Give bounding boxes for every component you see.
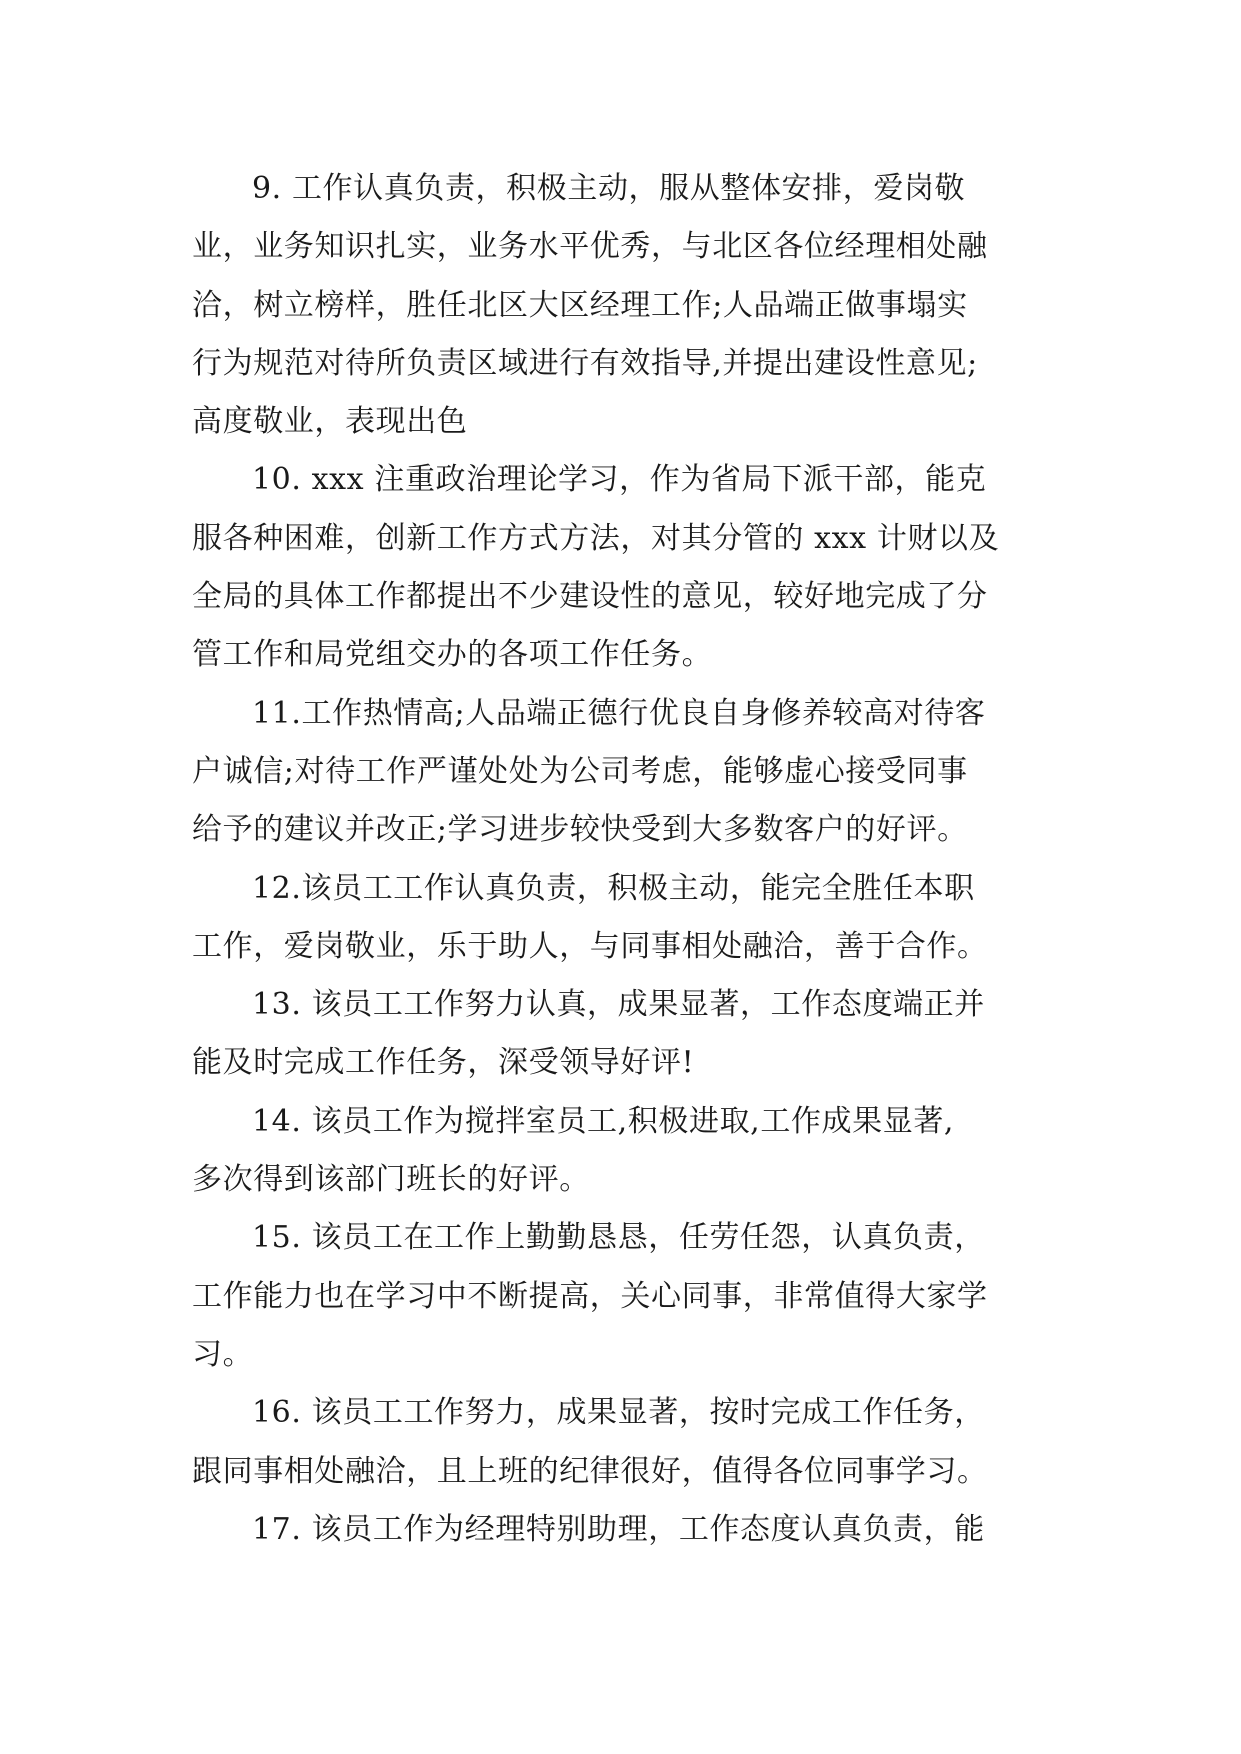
paragraph-9 [192, 160, 1062, 451]
paragraph-line: 13. 该员工工作努力认真，成果显著，工作态度端正并 [252, 987, 985, 1023]
paragraph-line: 服各种困难，创新工作方式方法，对其分管的 xxx 计财以及 [192, 520, 1000, 556]
paragraph-16 [192, 1384, 1062, 1501]
paragraph-12 [192, 860, 1062, 977]
paragraph-line: 9. 工作认真负责，积极主动，服从整体安排，爱岗敬 [252, 171, 966, 206]
paragraph-line: 11.工作热情高;人品端正德行优良自身修养较高对待客 [252, 695, 986, 731]
paragraph-line: 12.该员工工作认真负责，积极主动，能完全胜任本职 [252, 870, 975, 906]
paragraph-line: 能及时完成工作任务，深受领导好评! [192, 1045, 695, 1081]
paragraph-line: 多次得到该部门班长的好评。 [192, 1162, 590, 1198]
paragraph-line: 工作，爱岗敬业，乐于助人，与同事相处融洽，善于合作。 [192, 928, 988, 964]
paragraph-line: 跟同事相处融洽，且上班的纪律很好，值得各位同事学习。 [192, 1453, 988, 1489]
paragraph-line: 给予的建议并改正;学习进步较快受到大多数客户的好评。 [192, 812, 968, 848]
paragraph-14 [192, 1093, 1062, 1210]
paragraph-17 [192, 1501, 1062, 1559]
paragraph-13 [192, 976, 1062, 1093]
paragraph-line: 管工作和局党组交办的各项工作任务。 [192, 637, 713, 673]
paragraph-line: 16. 该员工工作努力，成果显著，按时完成工作任务， [252, 1395, 985, 1431]
paragraph-10 [192, 451, 1062, 684]
paragraph-line: 工作能力也在学习中不断提高，关心同事，非常值得大家学 [192, 1278, 988, 1314]
paragraph-line: 高度敬业，表现出色 [192, 404, 468, 440]
paragraph-line: 15. 该员工在工作上勤勤恳恳，任劳任怨，认真负责， [252, 1220, 985, 1256]
paragraph-line: 14. 该员工作为搅拌室员工,积极进取,工作成果显著, [252, 1103, 955, 1139]
paragraph-line: 行为规范对待所负责区域进行有效指导,并提出建设性意见; [192, 345, 978, 381]
paragraph-line: 业，业务知识扎实，业务水平优秀，与北区各位经理相处融 [192, 229, 988, 265]
paragraph-line: 洽，树立榜样，胜任北区大区经理工作;人品端正做事塌实 [192, 287, 968, 323]
paragraph-line: 全局的具体工作都提出不少建设性的意见，较好地完成了分 [192, 579, 988, 615]
paragraph-15 [192, 1209, 1062, 1384]
document-body [192, 160, 1062, 1559]
paragraph-11 [192, 685, 1062, 860]
paragraph-line: 10. xxx 注重政治理论学习，作为省局下派干部，能克 [252, 462, 987, 498]
paragraph-line: 户诚信;对待工作严谨处处为公司考虑，能够虚心接受同事 [192, 753, 968, 789]
paragraph-line: 习。 [192, 1336, 254, 1372]
paragraph-line: 17. 该员工作为经理特别助理，工作态度认真负责，能 [252, 1511, 985, 1547]
